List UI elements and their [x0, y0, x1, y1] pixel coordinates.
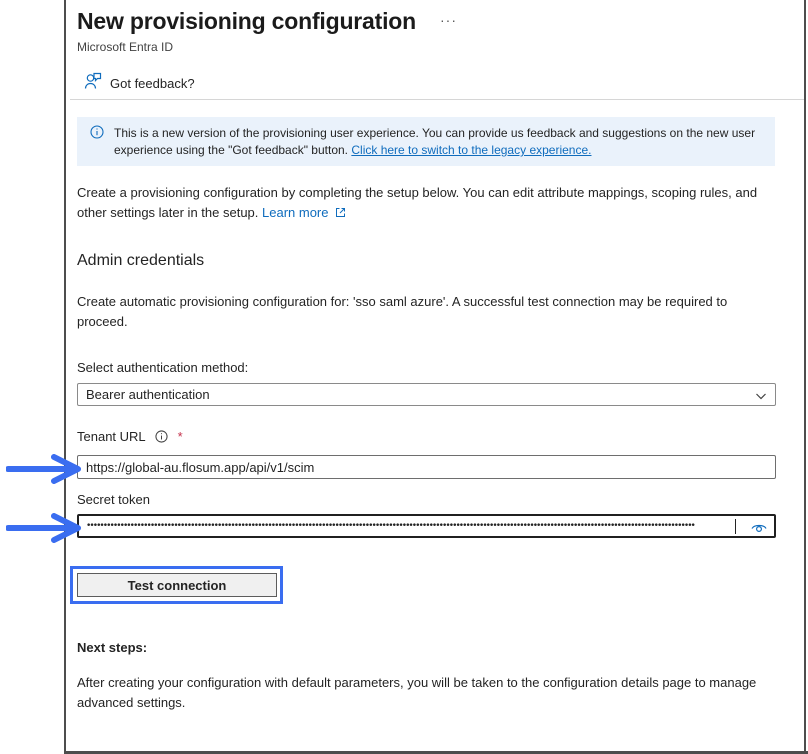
info-banner-text: [114, 125, 764, 159]
test-connection-button[interactable]: Test connection: [77, 573, 277, 597]
admin-credentials-description: Create automatic provisioning configuration for: 'sso saml azure'. A successful test connection may be required to proceed.: [77, 294, 728, 329]
tenant-url-info-icon[interactable]: [155, 430, 168, 443]
tenant-url-label: Tenant URL: [77, 429, 146, 444]
arrow-right-icon: [6, 454, 84, 489]
more-options-icon[interactable]: ···: [440, 12, 457, 28]
auth-method-label: Select authentication method:: [77, 360, 249, 375]
secret-token-input[interactable]: [77, 514, 776, 538]
tenant-url-label-row: [77, 429, 183, 444]
legacy-experience-link[interactable]: Click here to switch to the legacy experience.: [351, 143, 592, 157]
secret-token-masked-value: •••••••••••••••••••••••••••••••••••••••••••••••••••••••••••••••••••••••••••••••••••••••••••••••••••••••••••••••••••••••••••••••••••••••••••••••••••••••••••••••••••••••••••••••••••••: [86, 521, 694, 531]
info-icon: [90, 125, 104, 144]
admin-credentials-heading: Admin credentials: [77, 252, 205, 269]
learn-more-link[interactable]: [262, 205, 346, 220]
intro-text: Create a provisioning configuration by completing the setup below. You can edit attribute mappings, scoping rules, and other settings later in the setup.: [77, 185, 758, 220]
external-link-icon: [332, 205, 346, 220]
required-marker: *: [177, 429, 183, 444]
secret-token-label: Secret token: [77, 492, 150, 507]
info-banner: [77, 117, 775, 166]
next-steps-text: After creating your configuration with default parameters, you will be taken to the configuration details page to manage advanced settings.: [77, 675, 757, 710]
feedback-person-icon: [84, 72, 102, 95]
got-feedback-label: Got feedback?: [110, 75, 195, 91]
got-feedback-button[interactable]: [84, 72, 195, 94]
info-banner-message: This is a new version of the provisioning user experience. You can provide us feedback and suggestions on the new user experience using the "Got feedback" button.: [114, 126, 756, 157]
screenshot-frame-left: [64, 0, 66, 754]
auth-method-select[interactable]: [77, 383, 776, 406]
intro-paragraph: [77, 183, 777, 223]
auth-method-value: Bearer authentication: [86, 387, 210, 402]
learn-more-label: Learn more: [262, 205, 329, 220]
page-title: New provisioning configuration: [77, 8, 417, 34]
tenant-url-input[interactable]: https://global-au.flosum.app/api/v1/scim: [77, 455, 776, 479]
show-password-eye-icon[interactable]: [751, 521, 767, 539]
chevron-down-icon: [755, 389, 767, 407]
arrow-right-icon: [6, 513, 84, 548]
text-caret: [735, 519, 736, 534]
command-bar-divider: [70, 99, 804, 100]
next-steps-heading: Next steps:: [77, 640, 148, 655]
screenshot-frame-right: [804, 0, 806, 754]
page-subtitle: Microsoft Entra ID: [77, 40, 174, 54]
